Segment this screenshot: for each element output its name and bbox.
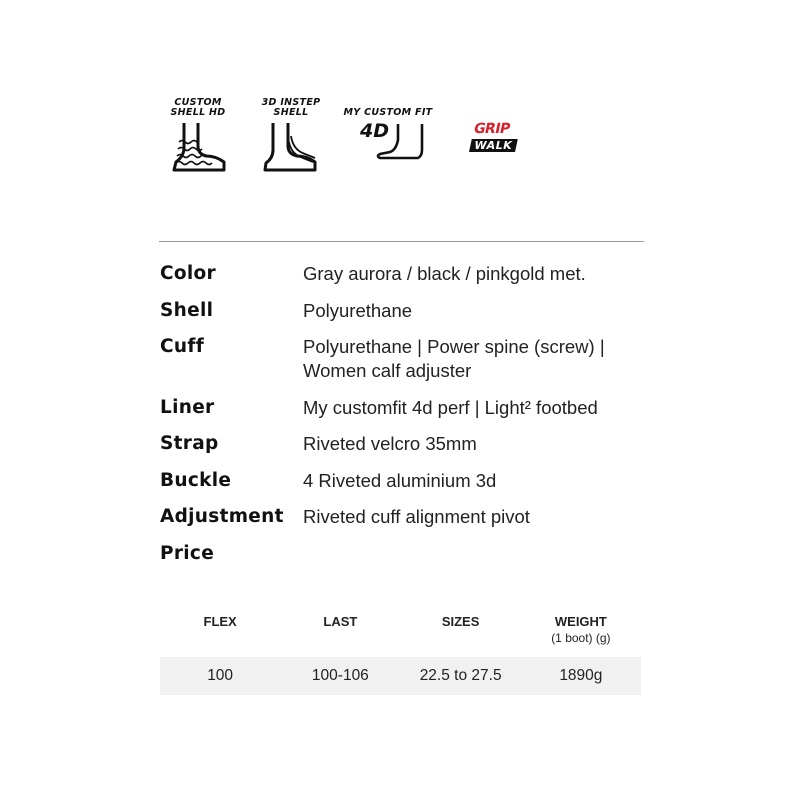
- custom-fit-caption: MY CUSTOM FIT: [343, 107, 433, 118]
- spec-label: Adjustment: [160, 506, 284, 527]
- spec-label: Price: [160, 542, 215, 564]
- spec-label: Buckle: [160, 469, 232, 491]
- instep-boot-icon: [253, 118, 329, 172]
- custom-shell-hd-caption-1: CUSTOM: [174, 97, 222, 108]
- custom-fit-badge: [336, 98, 440, 162]
- spec-value: 4 Riveted aluminium 3d: [303, 469, 497, 491]
- spec-row-cuff: [160, 335, 650, 383]
- grip-walk-logo: [472, 122, 552, 154]
- section-divider: [159, 241, 644, 242]
- cell-flex: 100: [207, 667, 234, 684]
- feature-badges: [160, 98, 560, 178]
- spec-row-shell: [160, 299, 650, 323]
- spec-row-adjustment: [160, 505, 650, 529]
- header-sizes: SIZES: [441, 614, 480, 629]
- spec-value: Polyurethane: [303, 299, 413, 321]
- grip-walk-grip-text: GRIP: [472, 121, 512, 137]
- header-last: LAST: [323, 614, 358, 629]
- spec-value: Gray aurora / black / pinkgold met.: [303, 263, 586, 284]
- custom-shell-hd-caption-2: SHELL HD: [170, 107, 226, 118]
- cell-weight: 1890g: [559, 667, 603, 684]
- spec-label: Shell: [160, 299, 214, 321]
- spec-value: Riveted cuff alignment pivot: [303, 506, 530, 527]
- spec-value: Polyurethane | Power spine (screw) | Women calf adjuster: [303, 336, 605, 381]
- instep-shell-badge: [253, 98, 329, 172]
- header-weight-sub: (1 boot) (g): [551, 631, 611, 645]
- spec-list: [160, 262, 650, 578]
- instep-shell-caption-1: 3D INSTEP: [261, 97, 321, 108]
- spec-label: Liner: [160, 396, 215, 418]
- spec-row-buckle: [160, 469, 650, 493]
- spec-row-liner: [160, 396, 650, 420]
- cell-sizes: 22.5 to 27.5: [419, 667, 502, 684]
- spec-label: Color: [160, 263, 216, 284]
- spec-row-price: [160, 542, 650, 566]
- spec-label: Strap: [160, 433, 219, 454]
- custom-shell-hd-badge: [160, 98, 236, 172]
- spec-label: Cuff: [160, 336, 205, 357]
- liner-foot-icon: [336, 118, 440, 162]
- spec-row-color: [160, 262, 650, 286]
- spec-value: [303, 542, 650, 566]
- spec-value: Riveted velcro 35mm: [303, 433, 477, 454]
- header-weight: [521, 614, 641, 657]
- spec-row-strap: [160, 432, 650, 456]
- size-table: [160, 614, 641, 695]
- custom-fit-4d-label: 4D: [360, 120, 389, 142]
- table-row: [160, 657, 641, 695]
- size-table-header: [160, 614, 641, 657]
- instep-shell-caption-2: SHELL: [273, 107, 309, 118]
- cell-last: 100-106: [311, 667, 369, 684]
- header-flex: FLEX: [203, 614, 237, 629]
- grip-walk-walk-text: WALK: [469, 139, 517, 152]
- spec-value: My customfit 4d perf | Light² footbed: [303, 396, 598, 418]
- header-weight-label: WEIGHT: [554, 614, 607, 629]
- custom-shell-boot-icon: [160, 118, 236, 172]
